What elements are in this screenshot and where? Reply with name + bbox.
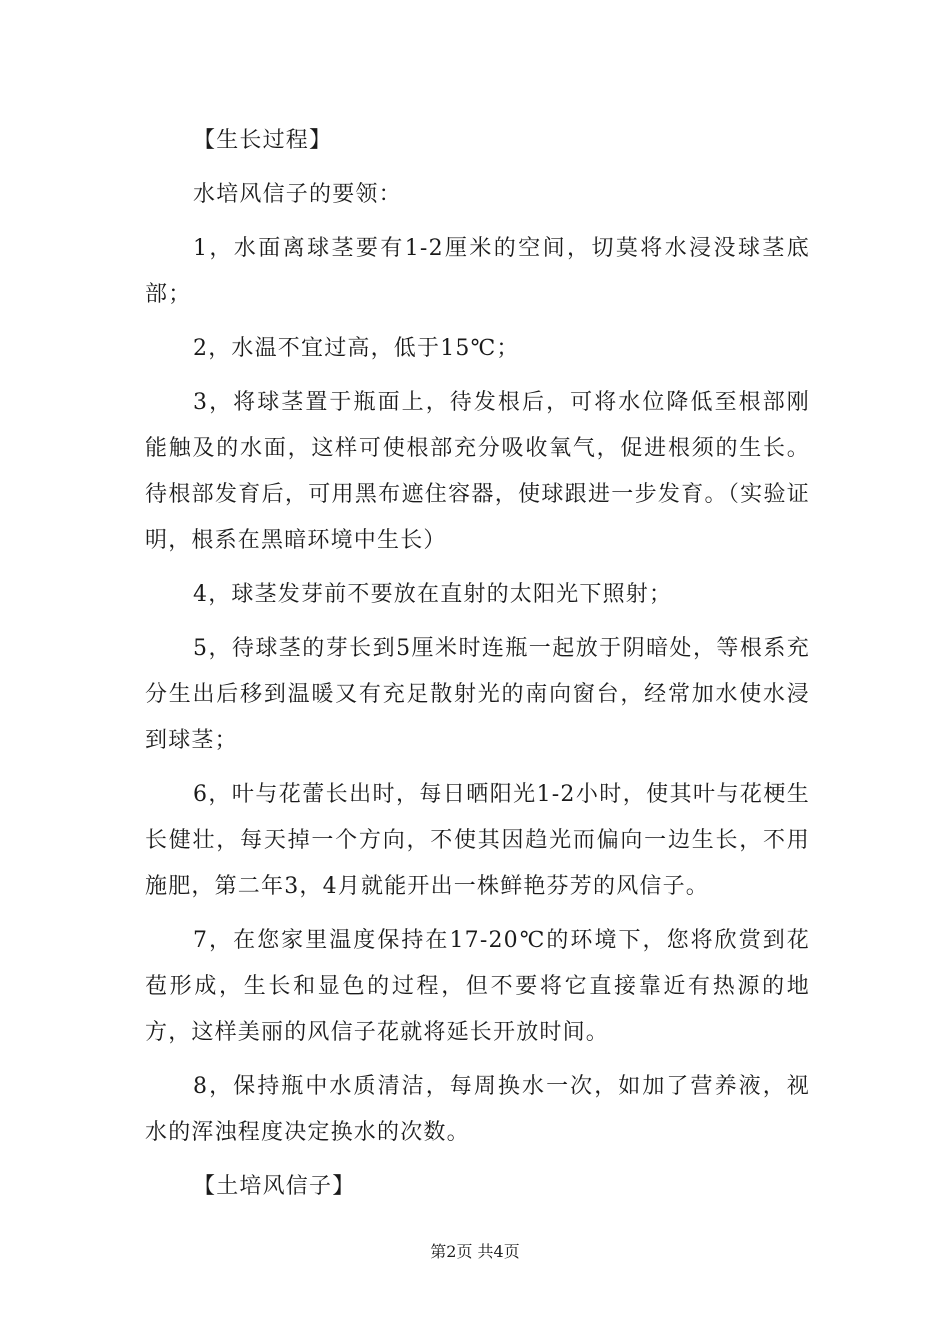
list-item: 6，叶与花蕾长出时，每日晒阳光1-2小时，使其叶与花梗生长健壮，每天掉一个方向，不使其因趋光而偏向一边生长，不用施肥，第二年3，4月就能开出一株鲜艳芬芳的风信子。 xyxy=(145,782,810,899)
list-item: 7，在您家里温度保持在17-20℃的环境下，您将欣赏到花苞形成，生长和显色的过程，但不要将它直接靠近有热源的地方，这样美丽的风信子花就将延长开放时间。 xyxy=(145,928,810,1045)
list-item: 3，将球茎置于瓶面上，待发根后，可将水位降低至根部刚能触及的水面，这样可使根部充分吸收氧气，促进根须的生长。待根部发育后，可用黑布遮住容器，使球跟进一步发育。（实验证明，根系在黑暗环境中生长） xyxy=(145,390,810,553)
document-body xyxy=(145,118,810,1218)
list-item: 8，保持瓶中水质清洁，每周换水一次，如加了营养液，视水的浑浊程度决定换水的次数。 xyxy=(145,1074,810,1145)
list-item: 2，水温不宜过高，低于15℃； xyxy=(193,336,520,361)
page-footer: 第2页 共4页 xyxy=(430,1242,520,1261)
list-item: 5，待球茎的芽长到5厘米时连瓶一起放于阴暗处，等根系充分生出后移到温暖又有充足散射光的南向窗台，经常加水使水浸到球茎； xyxy=(145,636,810,753)
list-item: 4，球茎发芽前不要放在直射的太阳光下照射； xyxy=(193,582,673,607)
section-heading-growth: 【生长过程】 xyxy=(193,128,333,153)
section-heading-soil: 【土培风信子】 xyxy=(193,1174,356,1199)
intro-line: 水培风信子的要领： xyxy=(193,182,402,207)
list-item: 1，水面离球茎要有1-2厘米的空间，切莫将水浸没球茎底部； xyxy=(145,236,810,307)
